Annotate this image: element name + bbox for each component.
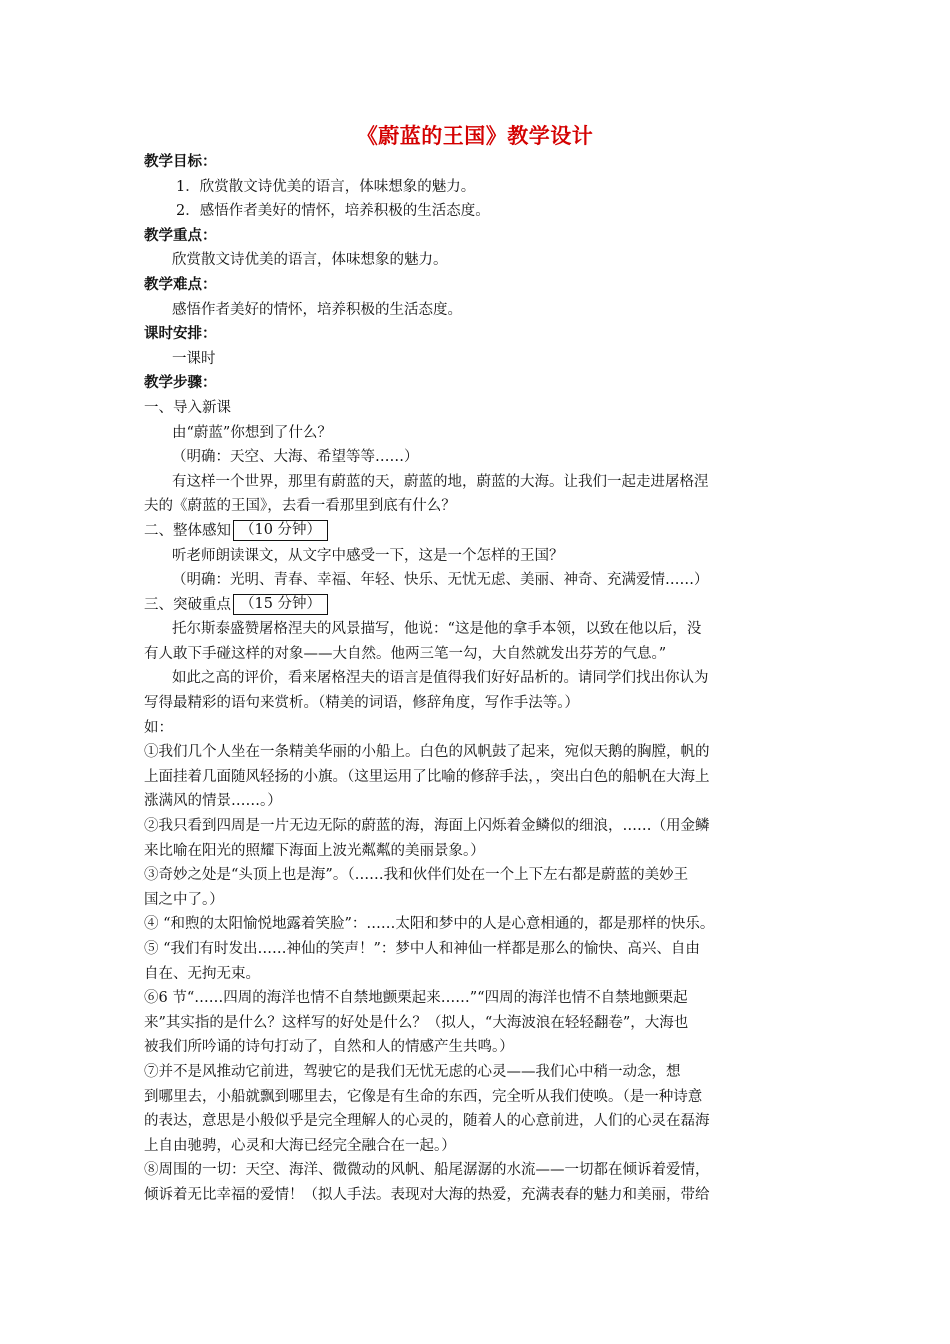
- example-line: 来比喻在阳光的照耀下海面上波光粼粼的美丽景象。）: [144, 842, 485, 859]
- section-heading-key: 教学重点：: [144, 227, 217, 244]
- example-line: ①我们几个人坐在一条精美华丽的小船上。白色的风帆鼓了起来，宛似天鹅的胸膛，帆的: [144, 744, 710, 761]
- step2-question: 听老师朗读课文，从文字中感受一下，这是一个怎样的王国？: [172, 547, 564, 564]
- example-line: 上自由驰骋，心灵和大海已经完全融合在一起。）: [144, 1137, 456, 1154]
- step1-paragraph-line: 夫的《蔚蓝的王国》，去看一看那里到底有什么？: [144, 498, 456, 515]
- step3-heading-row: [144, 593, 810, 618]
- step3-paragraph-line: 托尔斯泰盛赞屠格涅夫的风景描写，他说：“这是他的拿手本领，以致在他以后，没: [172, 621, 702, 638]
- section-heading-difficulty: 教学难点：: [144, 276, 217, 293]
- example-line: 涨满风的情景……。）: [144, 793, 282, 810]
- difficulty-text: 感悟作者美好的情怀，培养积极的生活态度。: [172, 301, 462, 318]
- example-line: 自在、无拘无束。: [144, 965, 260, 982]
- step3-paragraph-line: 如此之高的评价，看来屠格涅夫的语言是值得我们好好品析的。请同学们找出你认为: [172, 670, 709, 687]
- document-title: 《蔚蓝的王国》教学设计: [356, 124, 594, 148]
- step1-paragraph-line: 有这样一个世界，那里有蔚蓝的天，蔚蓝的地，蔚蓝的大海。让我们一起走进屠格涅: [172, 473, 709, 490]
- step2-answer: （明确：光明、青春、幸福、年轻、快乐、无忧无虑、美丽、神奇、充满爱情……）: [172, 572, 709, 589]
- step3-paragraph-line: 有人敢下手碰这样的对象——大自然。他两三笔一勾，大自然就发出芬芳的气息。”: [144, 645, 667, 662]
- step3-time-box: （15 分钟）: [233, 594, 328, 615]
- example-line: 国之中了。）: [144, 891, 224, 908]
- step2-heading: 二、整体感知: [144, 522, 231, 539]
- section-heading-steps: 教学步骤：: [144, 375, 217, 392]
- time-text: 一课时: [172, 350, 216, 367]
- example-line: 上面挂着几面随风轻扬的小旗。（这里运用了比喻的修辞手法，，突出白色的船帆在大海上: [144, 768, 710, 785]
- example-line: ④ “和煦的太阳愉悦地露着笑脸”：……太阳和梦中的人是心意相通的，都是那样的快乐。: [144, 916, 715, 933]
- example-line: ③奇妙之处是“头顶上也是海”。（……我和伙伴们处在一个上下左右都是蔚蓝的美妙王: [144, 867, 689, 884]
- step1-answer: （明确：天空、大海、希望等等……）: [172, 449, 419, 466]
- example-line: 到哪里去，小船就飘到哪里去，它像是有生命的东西，完全听从我们使唤。（是一种诗意: [144, 1088, 703, 1105]
- example-line: 的表达，意思是小般似乎是完全理解人的心灵的，随着人的心意前进，人们的心灵在磊海: [144, 1113, 710, 1130]
- step1-heading: 一、导入新课: [144, 399, 231, 416]
- example-line: 倾诉着无比幸福的爱情！（拟人手法。表现对大海的热爱，充满表春的魅力和美丽，带给: [144, 1186, 710, 1203]
- example-line: 来”其实指的是什么？这样写的好处是什么？（拟人，“大海波浪在轻轻翻卷”，大海也: [144, 1014, 689, 1031]
- example-line: ⑧周围的一切：天空、海洋、微微动的风帆、船尾潺潺的水流——一切都在倾诉着爱情，: [144, 1162, 710, 1179]
- key-text: 欣赏散文诗优美的语言，体味想象的魅力。: [172, 252, 448, 269]
- goal-2: 2．感悟作者美好的情怀，培养积极的生活态度。: [176, 203, 490, 220]
- step3-paragraph-line: 写得最精彩的语句来赏析。（精美的词语，修辞角度，写作手法等。）: [144, 695, 579, 712]
- document-body: [144, 150, 810, 1208]
- section-heading-goals: 教学目标：: [144, 154, 217, 170]
- example-line: ②我只看到四周是一片无边无际的蔚蓝的海，海面上闪烁着金鳞似的细浪，……（用金鳞: [144, 818, 710, 835]
- step3-example-intro: 如：: [144, 719, 173, 736]
- goal-1: 1．欣赏散文诗优美的语言，体味想象的魅力。: [176, 178, 476, 195]
- step1-question: 由“蔚蓝”你想到了什么？: [172, 424, 332, 441]
- example-line: 被我们所吟诵的诗句打动了，自然和人的情感产生共鸣。）: [144, 1039, 514, 1056]
- section-heading-time: 课时安排：: [144, 326, 217, 343]
- step2-heading-row: [144, 519, 810, 544]
- example-line: ⑥6 节“……四周的海洋也情不自禁地颤栗起来……”“四周的海洋也情不自禁地颤栗起: [144, 990, 688, 1007]
- example-line: ⑦并不是风推动它前进，驾驶它的是我们无忧无虑的心灵——我们心中稍一动念，想: [144, 1063, 681, 1080]
- example-line: ⑤ “我们有时发出……神仙的笑声！”：梦中人和神仙一样都是那么的愉快、高兴、自由: [144, 941, 700, 957]
- step3-heading: 三、突破重点: [144, 596, 231, 613]
- step2-time-box: （10 分钟）: [233, 520, 328, 541]
